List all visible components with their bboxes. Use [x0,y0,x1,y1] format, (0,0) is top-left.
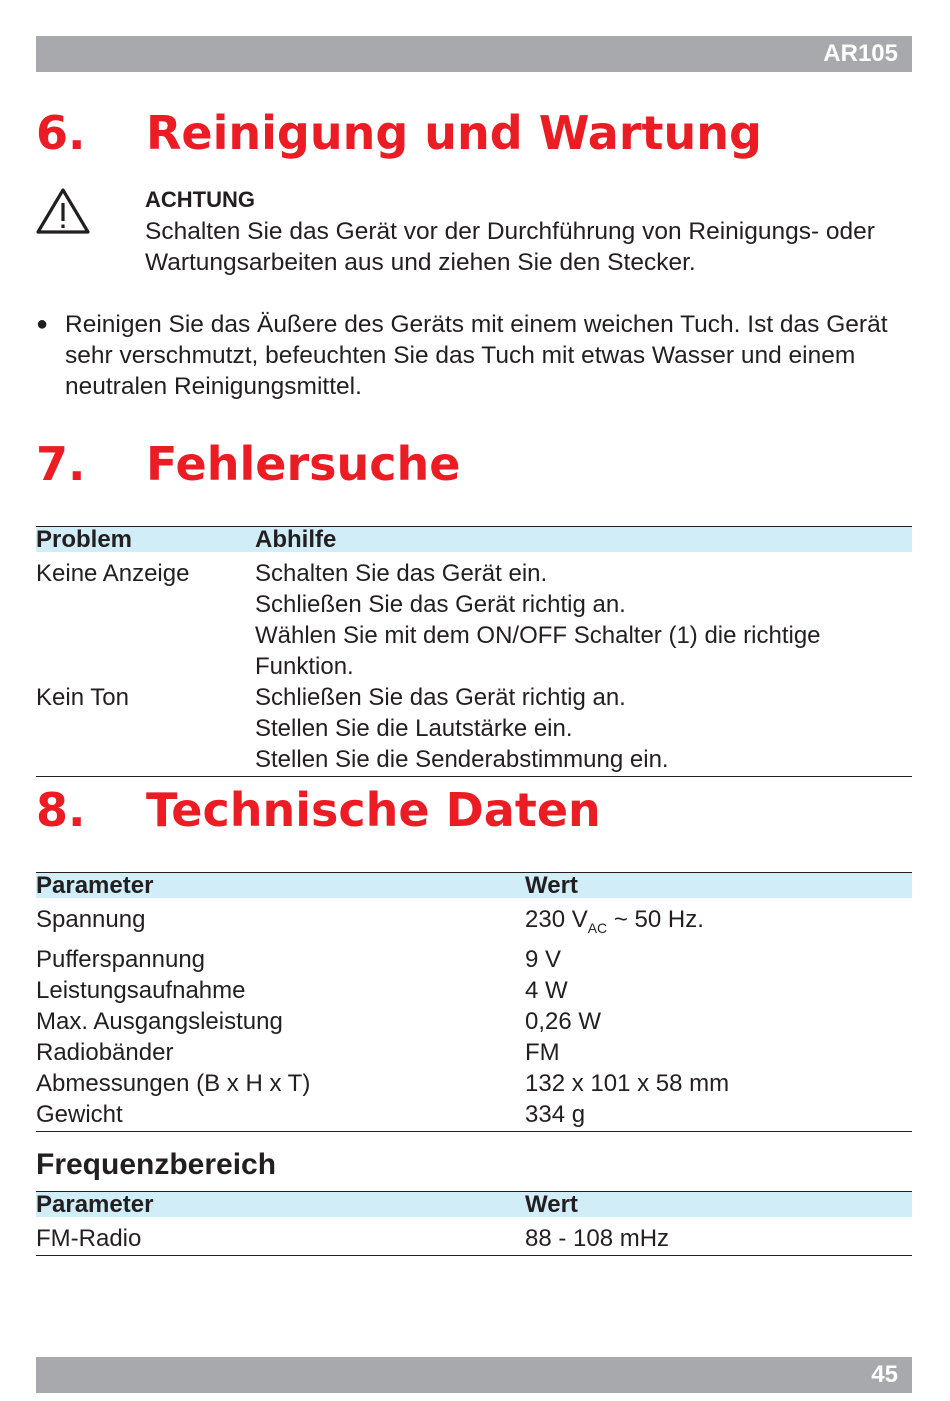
parameter-cell: Abmessungen (B x H x T) [36,1070,311,1097]
problem-cell: Keine Anzeige [36,560,190,587]
table-row [36,589,912,620]
value-text: 230 V [525,906,588,933]
problem-cell [36,744,255,777]
parameter-cell: Spannung [36,906,146,933]
problem-cell [36,713,255,744]
parameter-cell: FM-Radio [36,1217,525,1256]
value-cell: 88 - 108 mHz [525,1217,912,1256]
remedy-cell: Schließen Sie das Gerät richtig an. [255,684,626,711]
value-cell: 334 g [525,1099,912,1132]
table-row [36,944,912,975]
table-header-row [36,1192,912,1218]
section-8-heading [36,782,601,838]
section-title: Technische Daten [146,783,601,837]
column-header-value: Wert [525,873,912,899]
value-cell: 4 W [525,977,568,1004]
table-row [36,713,912,744]
page-number: 45 [871,1361,898,1388]
section-number: 8. [36,783,86,837]
warning-triangle-icon [35,186,91,236]
column-header-value: Wert [525,1192,912,1218]
value-cell: 0,26 W [525,1008,602,1035]
technical-data-table [36,872,912,1132]
table-header-row [36,873,912,899]
footer-bar [36,1357,912,1393]
value-subscript: AC [587,920,608,936]
parameter-cell: Max. Ausgangsleistung [36,1008,283,1035]
list-item [36,309,912,402]
bullet-dot: ● [36,313,49,335]
section-title: Fehlersuche [146,437,461,491]
header-bar [36,36,912,72]
troubleshooting-table [36,526,912,777]
remedy-cell: Schließen Sie das Gerät richtig an. [255,591,626,618]
cleaning-instruction: Reinigen Sie das Äußere des Geräts mit einem weichen Tuch. Ist das Gerät sehr verschmutzt, befeuchten Sie das Tuch mit etwas Wasser und einem neutralen Reinigungsmittel. [65,311,888,400]
section-7-heading [36,436,461,492]
table-header-row [36,527,912,553]
warning-title: ACHTUNG [145,187,255,212]
table-row [36,620,912,682]
column-header-parameter: Parameter [36,873,525,899]
table-row [36,744,912,777]
table-row [36,975,912,1006]
problem-cell: Kein Ton [36,684,129,711]
section-number: 6. [36,106,86,160]
column-header-remedy: Abhilfe [255,527,912,553]
column-header-parameter: Parameter [36,1192,525,1218]
frequency-table [36,1191,912,1256]
table-row [36,682,912,713]
remedy-cell: Stellen Sie die Lautstärke ein. [255,715,573,742]
warning-text: Schalten Sie das Gerät vor der Durchführung von Reinigungs- oder Wartungsarbeiten aus und ziehen Sie den Stecker. [145,218,875,276]
parameter-cell: Pufferspannung [36,946,206,973]
value-cell [525,898,912,944]
remedy-cell: Stellen Sie die Senderabstimmung ein. [255,744,912,777]
table-row [36,1068,912,1099]
value-cell: FM [525,1039,560,1066]
value-suffix: ~ 50 Hz. [607,906,704,933]
parameter-cell: Leistungsaufnahme [36,977,246,1004]
parameter-cell: Gewicht [36,1099,525,1132]
problem-cell [36,620,255,682]
table-row [36,1217,912,1256]
section-6-heading [36,105,762,161]
remedy-cell: Wählen Sie mit dem ON/OFF Schalter (1) die richtige Funktion. [255,622,821,680]
section-title: Reinigung und Wartung [146,106,762,160]
problem-cell [36,589,255,620]
column-header-problem: Problem [36,527,255,553]
table-row [36,552,912,589]
parameter-cell: Radiobänder [36,1039,174,1066]
remedy-cell: Schalten Sie das Gerät ein. [255,560,548,587]
frequency-range-heading: Frequenzbereich [36,1148,277,1181]
section-number: 7. [36,437,86,491]
value-cell: 9 V [525,946,562,973]
table-row [36,1006,912,1037]
value-cell: 132 x 101 x 58 mm [525,1070,730,1097]
model-label: AR105 [823,40,898,67]
table-row [36,1037,912,1068]
table-row [36,898,912,944]
table-row [36,1099,912,1132]
